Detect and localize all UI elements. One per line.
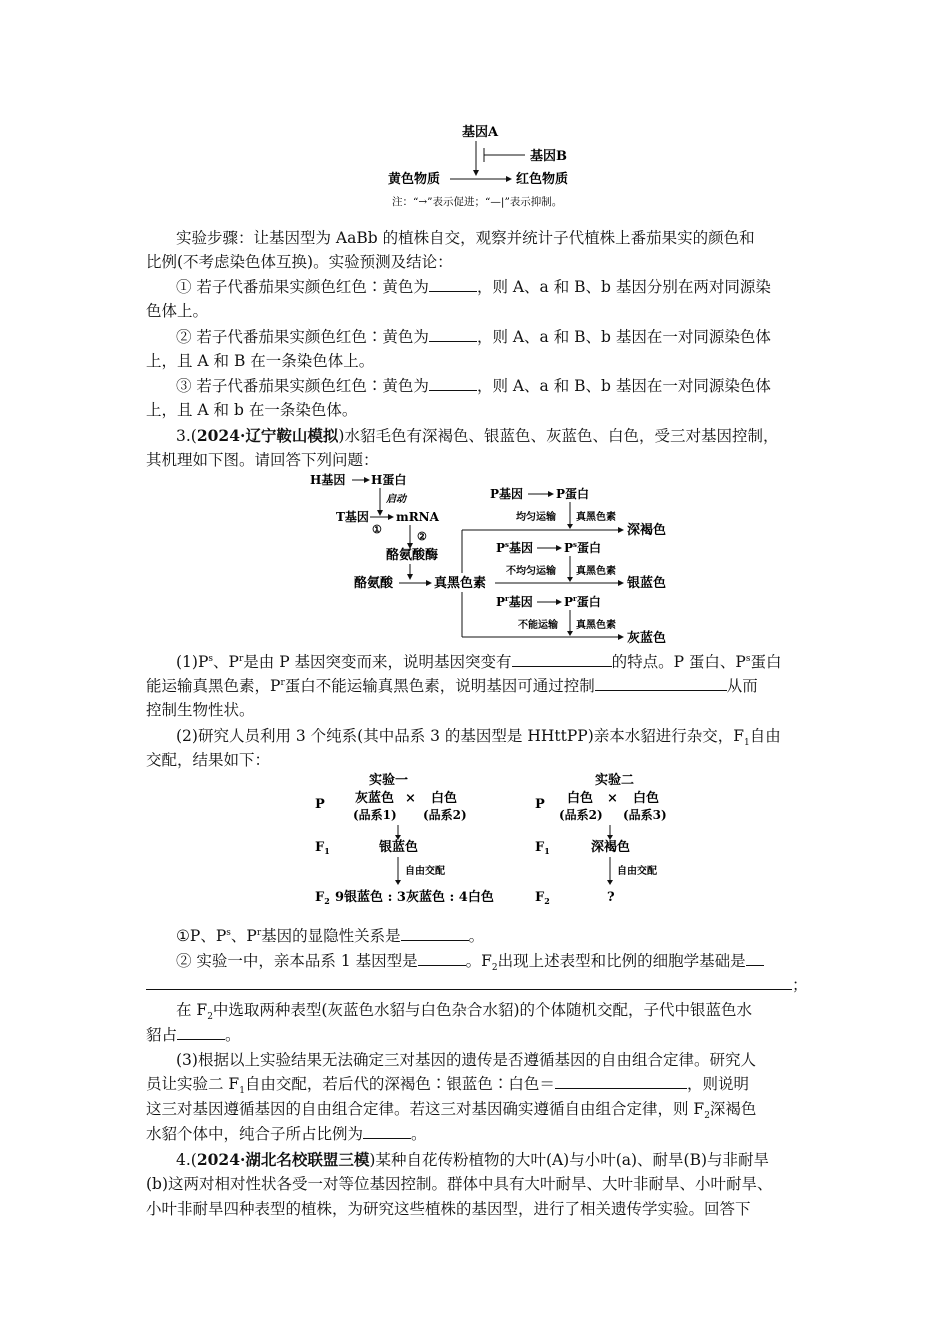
gene-regulation-figure bbox=[380, 118, 620, 218]
prediction-1-line-2: 色体上。 bbox=[146, 302, 209, 320]
text-span: 。 bbox=[225, 1026, 241, 1044]
dark-brown-label: 深褐色 bbox=[627, 523, 667, 538]
text-span: 这三对基因遵循基因的自由组合定律。若这三对基因确实遵循自由组合定律，则 F bbox=[146, 1100, 705, 1118]
exp2-parent1: 白色 bbox=[567, 791, 594, 806]
mrna-label: mRNA bbox=[396, 510, 439, 524]
prediction-2-text-a: ② 若子代番茄果实颜色红色∶黄色为 bbox=[176, 328, 429, 346]
q3-part3-line-1: (3)根据以上实验结果无法确定三对基因的遗传是否遵循基因的自由组合定律。研究人 bbox=[176, 1051, 756, 1069]
text-span: 的特点。P 蛋白、P bbox=[611, 653, 746, 671]
text-span: (2)研究人员利用 3 个纯系(其中品系 3 的基因型是 HHttPP)亲本水貂进行杂交，F bbox=[176, 727, 745, 745]
prediction-2-text-b: ，则 A、a 和 B、b 基因在一对同源染色体 bbox=[476, 328, 771, 346]
question-source: 2024·辽宁鞍山模拟 bbox=[196, 426, 339, 445]
ps-protein-label: $P^s$蛋白 bbox=[564, 540, 601, 555]
q3-part1-line-3: 控制生物性状。 bbox=[146, 701, 255, 719]
q3-part3-line-3: 这三对基因遵循基因的自由组合定律。若这三对基因确实遵循自由组合定律，则 $F_2$深褐色 bbox=[146, 1100, 757, 1122]
answer-blank[interactable] bbox=[429, 276, 477, 292]
text-span: ； bbox=[792, 976, 808, 994]
text-span: 在 F bbox=[176, 1001, 208, 1019]
exp1-free-mating: 自由交配 bbox=[405, 866, 445, 877]
exp1-f1-label: $F_1$ bbox=[315, 840, 330, 856]
melanin-transport-label-2: 真黑色素 bbox=[576, 566, 616, 577]
no-transport-label: 不能运输 bbox=[518, 620, 558, 631]
mink-color-mechanism-diagram bbox=[300, 470, 700, 648]
answer-blank[interactable] bbox=[595, 675, 727, 691]
q3-part2-line-1: (2)研究人员利用 3 个纯系(其中品系 3 的基因型是 HHttPP)亲本水貂进行杂交，$F_1$自由 bbox=[176, 727, 781, 749]
melanin-transport-label-3: 真黑色素 bbox=[576, 620, 616, 631]
exp2-p-label: P bbox=[535, 797, 545, 812]
prediction-1-text-b: ，则 A、a 和 B、b 基因分别在两对同源染 bbox=[476, 278, 771, 296]
exp1-f1-result: 银蓝色 bbox=[379, 840, 419, 855]
figure-note: 注：“→”表示促进；“—|”表示抑制。 bbox=[392, 196, 563, 208]
exp1-title: 实验一 bbox=[369, 773, 409, 788]
q3-part2-q3-line-2 bbox=[146, 1023, 810, 1047]
text-span: 。F bbox=[465, 952, 492, 970]
exp2-line2: (品系3) bbox=[623, 808, 667, 822]
p-protein-label: P蛋白 bbox=[556, 487, 590, 501]
question-number: 4.( bbox=[176, 1151, 197, 1169]
melanin-transport-label: 真黑色素 bbox=[576, 512, 616, 523]
answer-blank[interactable] bbox=[363, 1123, 411, 1139]
answer-blank[interactable] bbox=[429, 375, 477, 391]
text-span: ，则说明 bbox=[686, 1075, 749, 1093]
exp2-f2-result: ? bbox=[607, 890, 615, 905]
prediction-3-text-b: ，则 A、a 和 B、b 基因在一对同源染色体 bbox=[476, 377, 771, 395]
answer-blank[interactable] bbox=[146, 974, 792, 990]
text-span: 。 bbox=[411, 1125, 427, 1143]
step-2-label: ② bbox=[417, 530, 427, 543]
text-span: 貂占 bbox=[146, 1026, 178, 1044]
red-substance-label: 红色物质 bbox=[516, 172, 569, 187]
h-protein-label: H蛋白 bbox=[371, 473, 407, 487]
text-span: 、P bbox=[230, 927, 257, 945]
q3-part2-q2: ② 实验一中，亲本品系 1 基因型是 。$F_2$出现上述表型和比例的细胞学基础是 bbox=[176, 949, 840, 973]
tyrosine-label: 酪氨酸 bbox=[354, 576, 394, 591]
text-span: 自由 bbox=[749, 727, 781, 745]
exp2-f1-result: 深褐色 bbox=[591, 840, 631, 855]
q3-part3-line-4 bbox=[146, 1122, 810, 1146]
text-span: 深褐色 bbox=[709, 1100, 757, 1118]
gene-b-label: 基因B bbox=[530, 149, 567, 164]
step-1-label: ① bbox=[372, 523, 382, 536]
text-span: 蛋白 bbox=[750, 653, 782, 671]
exp2-f1-label: $F_1$ bbox=[535, 840, 550, 856]
enzyme-label: 酪氨酸酶 bbox=[386, 548, 439, 563]
even-transport-label: 均匀运输 bbox=[516, 512, 556, 523]
prediction-2-line-2: 上，且 A 和 B 在一条染色体上。 bbox=[146, 352, 375, 370]
t-gene-label: T基因 bbox=[336, 510, 369, 524]
steps-line-1: 实验步骤：让基因型为 AaBb 的植株自交，观察并统计子代植株上番茄果实的颜色和 bbox=[176, 229, 755, 247]
answer-blank[interactable] bbox=[177, 1024, 225, 1040]
text-span: 能运输真黑色素，P bbox=[146, 677, 281, 695]
uneven-transport-label: 不均匀运输 bbox=[506, 566, 556, 577]
exp1-p-label: P bbox=[315, 797, 325, 812]
answer-blank[interactable] bbox=[401, 925, 469, 941]
text-span: 自由交配，若后代的深褐色∶银蓝色∶白色＝ bbox=[244, 1075, 555, 1093]
q3-intro-line-2: 其机理如下图。请回答下列问题： bbox=[146, 451, 379, 469]
text-span: 蛋白不能运输真黑色素，说明基因可通过控制 bbox=[284, 677, 595, 695]
text-span: 基因的显隐性关系是 bbox=[261, 927, 401, 945]
text-span: 员让实验二 F bbox=[146, 1075, 240, 1093]
text-span: 水貂个体中，纯合子所占比例为 bbox=[146, 1125, 364, 1143]
q3-part2-q2-cont bbox=[146, 973, 810, 997]
pr-protein-label: $P^r$蛋白 bbox=[564, 594, 601, 609]
exp1-line2: (品系2) bbox=[423, 808, 467, 822]
text-span: ①P、P bbox=[176, 927, 227, 945]
h-gene-label: H基因 bbox=[310, 473, 346, 487]
text-span: )某种自花传粉植物的大叶(A)与小叶(a)、耐旱(B)与非耐旱 bbox=[369, 1151, 770, 1169]
ps-gene-label: $P^s$基因 bbox=[496, 540, 533, 555]
q3-part1-line-1: $(1)P^s$、$P^r$是由 P 基因突变而来，说明基因突变有 的特点。P 蛋白、$P^s$蛋白 bbox=[176, 653, 782, 671]
exp2-title: 实验二 bbox=[595, 773, 635, 788]
q3-intro-line-1 bbox=[176, 424, 840, 448]
answer-blank[interactable] bbox=[746, 950, 764, 966]
exp1-parent2: 白色 bbox=[431, 791, 458, 806]
q4-line-1 bbox=[176, 1148, 840, 1172]
prediction-2-line-1 bbox=[176, 325, 840, 349]
question-number: 3.( bbox=[176, 427, 197, 445]
exp1-parent1: 灰蓝色 bbox=[355, 791, 395, 806]
pr-gene-label: $P^r$基因 bbox=[496, 594, 533, 609]
prediction-3-line-2: 上，且 A 和 b 在一条染色体。 bbox=[146, 401, 358, 419]
text-span: 是由 P 基因突变而来，说明基因突变有 bbox=[243, 653, 512, 671]
answer-blank[interactable] bbox=[418, 950, 466, 966]
answer-blank[interactable] bbox=[512, 651, 612, 667]
gray-blue-label: 灰蓝色 bbox=[627, 631, 667, 646]
exp2-cross: × bbox=[607, 791, 618, 806]
q3-part2-line-2: 交配，结果如下： bbox=[146, 751, 271, 769]
q3-part3-line-2: 员让实验二 $F_1$自由交配，若后代的深褐色∶银蓝色∶白色＝ ，则说明 bbox=[146, 1075, 749, 1097]
silver-blue-label: 银蓝色 bbox=[627, 576, 667, 591]
answer-blank[interactable] bbox=[429, 326, 477, 342]
exp1-f2-result: 9银蓝色 : 3灰蓝色 : 4白色 bbox=[335, 890, 494, 905]
exp1-line1: (品系1) bbox=[353, 808, 397, 822]
prediction-3-line-1 bbox=[176, 374, 840, 398]
text-span: 。 bbox=[468, 927, 485, 945]
text-span: 从而 bbox=[726, 677, 758, 695]
p-gene-label: P基因 bbox=[490, 487, 524, 501]
q4-line-3: 小叶非耐旱四种表型的植株，为研究这些植株的基因型，进行了相关遗传学实验。回答下 bbox=[146, 1200, 751, 1218]
gene-a-label: 基因A bbox=[462, 125, 499, 140]
text-span: 中选取两种表型(灰蓝色水貂与白色杂合水貂)的个体随机交配，子代中银蓝色水 bbox=[212, 1001, 753, 1019]
exp2-f2-label: $F_2$ bbox=[535, 890, 550, 906]
yellow-substance-label: 黄色物质 bbox=[388, 172, 441, 187]
start-label: 启动 bbox=[386, 494, 406, 505]
exp1-f2-label: $F_2$ bbox=[315, 890, 330, 906]
question-source: 2024·湖北名校联盟三模 bbox=[196, 1150, 370, 1169]
text-span: (1)P bbox=[176, 653, 209, 671]
exp2-line1: (品系2) bbox=[559, 808, 603, 822]
exp2-parent2: 白色 bbox=[633, 791, 660, 806]
melanin-label: 真黑色素 bbox=[434, 576, 487, 591]
prediction-1-line-1 bbox=[176, 275, 840, 299]
text-span: 、P bbox=[213, 653, 239, 671]
q3-part2-q3-line-1: 在 $F_2$中选取两种表型(灰蓝色水貂与白色杂合水貂)的个体随机交配，子代中银蓝色水 bbox=[176, 1001, 753, 1023]
q3-intro-text: )水貂毛色有深褐色、银蓝色、灰蓝色、白色，受三对基因控制， bbox=[338, 427, 779, 445]
exp2-free-mating: 自由交配 bbox=[617, 866, 657, 877]
prediction-1-text-a: ① 若子代番茄果实颜色红色∶黄色为 bbox=[176, 278, 429, 296]
exp1-cross: × bbox=[405, 791, 416, 806]
experiment-diagram bbox=[305, 770, 695, 910]
prediction-3-text-a: ③ 若子代番茄果实颜色红色∶黄色为 bbox=[176, 377, 429, 395]
q3-part2-q1: ①P、$P^s$、$P^r$基因的显隐性关系是 。 bbox=[176, 927, 485, 945]
q4-line-2: (b)这两对相对性状各受一对等位基因控制。群体中具有大叶耐旱、大叶非耐旱、小叶耐旱、 bbox=[146, 1175, 773, 1193]
steps-line-2: 比例(不考虑染色体互换)。实验预测及结论： bbox=[146, 253, 453, 271]
text-span: 出现上述表型和比例的细胞学基础是 bbox=[497, 952, 746, 970]
answer-blank[interactable] bbox=[555, 1073, 687, 1089]
text-span: ② 实验一中，亲本品系 1 基因型是 bbox=[176, 952, 418, 970]
q3-part1-line-2: 能运输真黑色素，$P^r$蛋白不能运输真黑色素，说明基因可通过控制 从而 bbox=[146, 677, 758, 695]
